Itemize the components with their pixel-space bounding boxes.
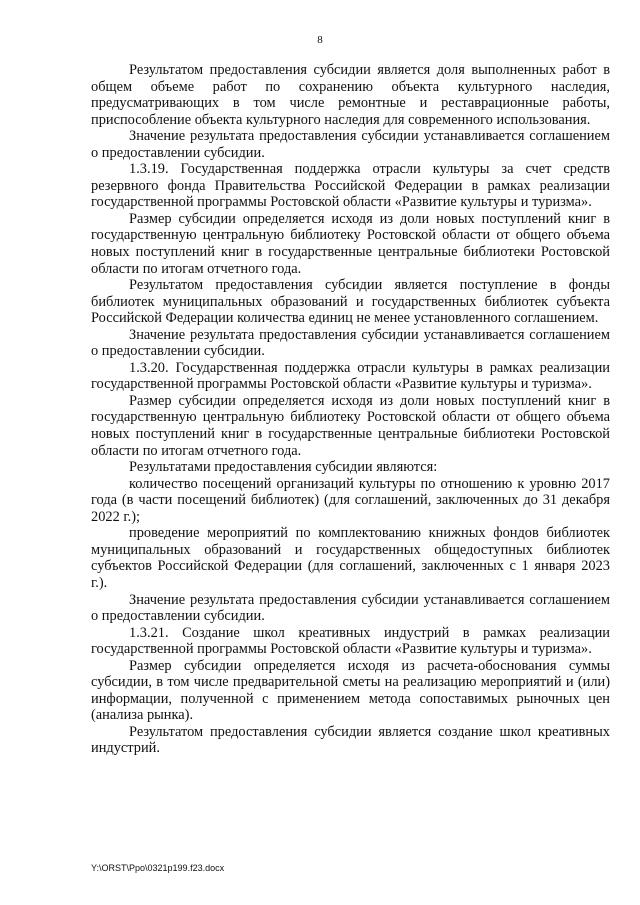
document-body: [91, 62, 610, 757]
paragraph-result-library-funds: Результатом предоставления субсидии является поступление в фонды библиотек муниципальных образований и государственных библиотек субъекта Российской Федерации количества единиц не менее установленного соглашением.: [91, 277, 610, 327]
paragraph-section-1-3-20: 1.3.20. Государственная поддержка отрасли культуры в рамках реализации государственной программы Ростовской области «Развитие культуры и туризма».: [91, 359, 610, 393]
paragraph-result-heritage: Результатом предоставления субсидии является доля выполненных работ в общем объеме работ по сохранению объекта культурного наследия, предусматривающих в том числе ремонтные и реставрационные работы, приспособление объекта культурного наследия для современного использования.: [91, 62, 610, 128]
paragraph-subsidy-size-calculation: Размер субсидии определяется исходя из расчета-обоснования суммы субсидии, в том числе предварительной сметы на реализацию мероприятий и (или) информации, полученной с применением метода сопоставимых рыночных цен (анализа рынка).: [91, 657, 610, 724]
paragraph-subsidy-size: Размер субсидии определяется исходя из доли новых поступлений книг в государственную центральную библиотеку Ростовской области от общего объема новых поступлений книг в государственные центральные библиотеки Ростовской области по итогам отчетного года.: [91, 392, 610, 459]
paragraph-result-creative-schools: Результатом предоставления субсидии является создание школ креативных индустрий.: [91, 723, 610, 757]
paragraph-section-1-3-19: 1.3.19. Государственная поддержка отрасли культуры за счет средств резервного фонда Правительства Российской Федерации в рамках реализации государственной программы Ростовской области «Развитие культуры и туризма».: [91, 161, 610, 211]
paragraph-result-acquisition: проведение мероприятий по комплектованию книжных фондов библиотек муниципальных образований и государственных общедоступных библиотек субъектов Российской Федерации (для соглашений, заключенных с 1 января 2023 г.).: [91, 525, 610, 591]
paragraph-result-visits: количество посещений организаций культуры по отношению к уровню 2017 года (в части посещений библиотек) (для соглашений, заключенных до 31 декабря 2022 г.);: [91, 475, 610, 525]
paragraph-value-agreement: Значение результата предоставления субсидии устанавливается соглашением о предоставлении субсидии.: [91, 591, 610, 625]
page-number: 8: [317, 34, 323, 46]
footer-file-path: Y:\ORST\Ppo\0321p199.f23.docx: [91, 863, 225, 873]
paragraph-value-agreement: Значение результата предоставления субсидии устанавливается соглашением о предоставлении субсидии.: [91, 326, 610, 360]
paragraph-section-1-3-21: 1.3.21. Создание школ креативных индустрий в рамках реализации государственной программы Ростовской области «Развитие культуры и туризма».: [91, 624, 610, 658]
paragraph-subsidy-size: Размер субсидии определяется исходя из доли новых поступлений книг в государственную центральную библиотеку Ростовской области от общего объема новых поступлений книг в государственные центральные библиотеки Ростовской области по итогам отчетного года.: [91, 210, 610, 277]
paragraph-results-intro: Результатами предоставления субсидии являются:: [129, 459, 438, 476]
paragraph-value-agreement: Значение результата предоставления субсидии устанавливается соглашением о предоставлении субсидии.: [91, 128, 610, 161]
